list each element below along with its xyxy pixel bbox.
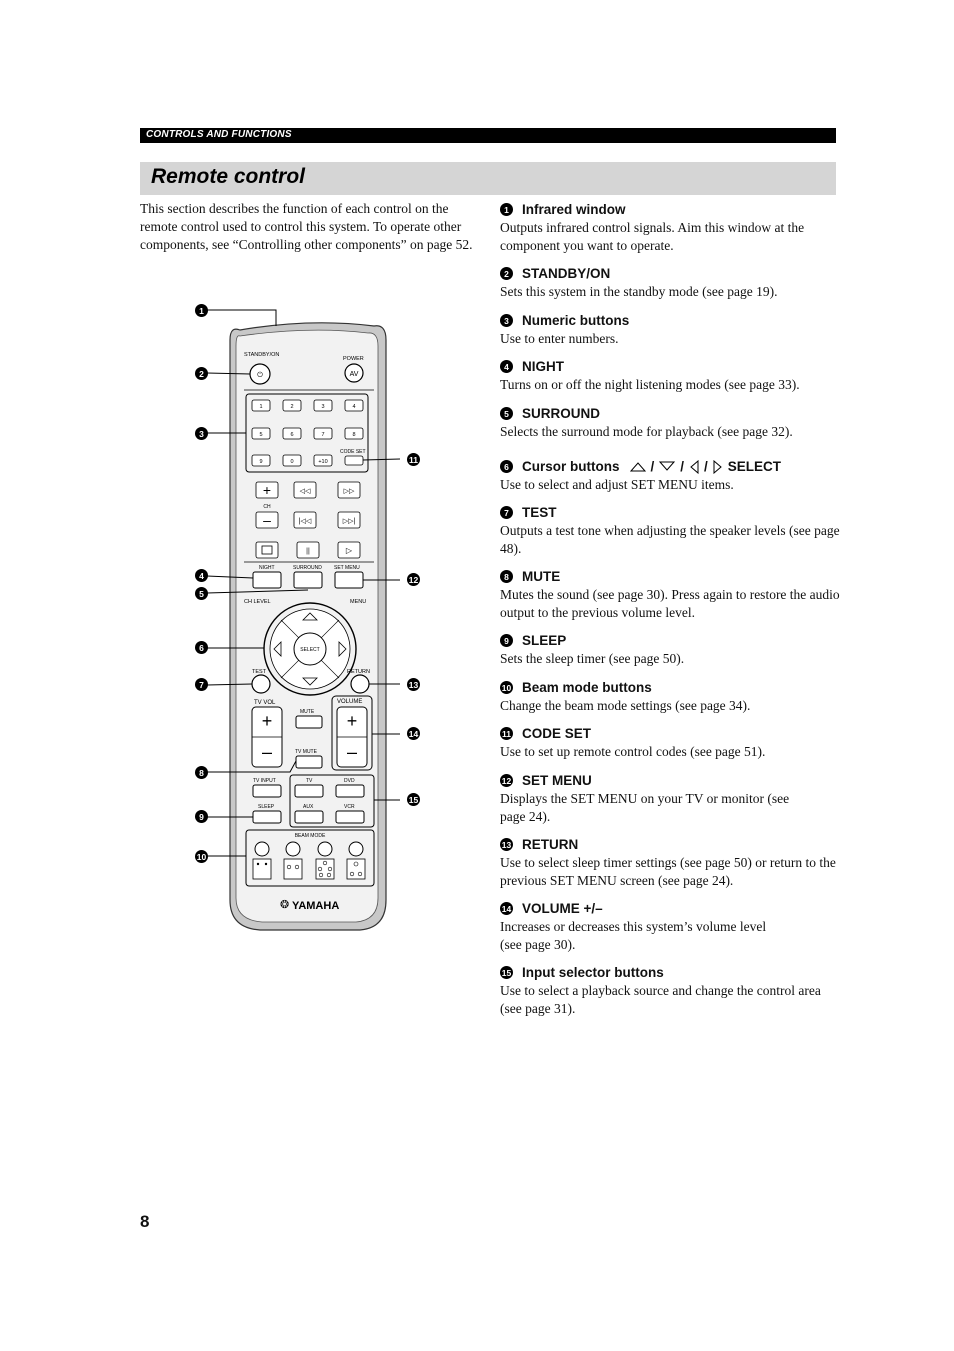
item-description: Use to select a playback source and change the control area (see page 31).: [500, 983, 821, 1016]
numeric-key-label: +10: [318, 459, 328, 465]
item-title: Cursor buttons: [522, 459, 620, 474]
section-header-bar: [140, 128, 836, 143]
sleep-button: [253, 811, 281, 823]
callout-7: 7: [195, 678, 208, 691]
tv-button: [295, 785, 323, 797]
section-header-label: CONTROLS AND FUNCTIONS: [146, 129, 292, 140]
numeric-key-label: 4: [352, 404, 356, 410]
numeric-key-label: 6: [290, 432, 294, 438]
arrow-up-icon: [630, 461, 646, 472]
night-button: [253, 572, 281, 588]
callout-11: 11: [409, 454, 418, 465]
item-description: Increases or decreases this system’s volume level (see page 30).: [500, 919, 767, 952]
cursor-arrow-icons: / / / SELECT: [630, 459, 782, 474]
mute-text: MUTE: [300, 709, 315, 715]
item-title: RETURN: [522, 837, 579, 852]
numeric-key-label: 1: [259, 404, 263, 410]
callout-14: 14: [408, 728, 419, 739]
item-title: Input selector buttons: [522, 965, 664, 980]
numeric-key-label: 3: [321, 404, 325, 410]
callout-13: 13: [408, 679, 419, 690]
item-input-selector-buttons: [500, 963, 840, 1018]
dvd-button: [336, 785, 364, 797]
item-title: Numeric buttons: [522, 313, 630, 328]
item-number: 10: [501, 682, 512, 693]
callout-9: 9: [195, 810, 208, 823]
svg-text:▷▷|: ▷▷|: [342, 518, 356, 525]
item-description: Use to enter numbers.: [500, 331, 619, 346]
set-menu-text: SET MENU: [334, 565, 360, 571]
callout-1: 1: [195, 304, 208, 317]
item-title: SET MENU: [522, 773, 592, 788]
tv-mute-button: [296, 756, 322, 768]
aux-button: [295, 811, 323, 823]
callout-10: 10: [196, 851, 207, 862]
dvd-text: DVD: [344, 778, 355, 784]
item-mute: [500, 567, 840, 622]
arrow-left-icon: [689, 460, 699, 474]
tv-input-text: TV INPUT: [253, 778, 276, 784]
item-description: Sets the sleep timer (see page 50).: [500, 651, 685, 666]
item-description: Turns on or off the night listening modes (see page 33).: [500, 377, 800, 392]
item-return: [500, 835, 840, 890]
aux-text: AUX: [303, 804, 314, 810]
item-title: NIGHT: [522, 359, 564, 374]
item-title: MUTE: [522, 569, 561, 584]
title-bar: [140, 162, 836, 195]
callout-6: 6: [195, 641, 208, 654]
item-number: 3: [500, 314, 513, 327]
item-description: Use to select sleep timer settings (see page 50) or return to the previous SET MENU screen (see page 24).: [500, 855, 836, 888]
callout-2: 2: [195, 367, 208, 380]
arrow-down-icon: [659, 461, 675, 472]
callout-12: 12: [408, 574, 419, 585]
tv-input-button: [253, 785, 281, 797]
svg-text:–: –: [346, 742, 358, 762]
svg-text:+: +: [262, 482, 272, 498]
item-description: Outputs a test tone when adjusting the speaker levels (see page 48).: [500, 523, 840, 556]
item-number: 7: [500, 506, 513, 519]
svg-text:⏻: ⏻: [257, 372, 263, 379]
item-description: Mutes the sound (see page 30). Press again to restore the audio output to the previous volume level.: [500, 587, 840, 620]
menu-text: MENU: [350, 599, 367, 605]
remote-illustration: [190, 300, 430, 940]
svg-text:◁◁: ◁◁: [299, 488, 311, 495]
item-standby-on: [500, 264, 840, 301]
item-number: 1: [500, 203, 513, 216]
numeric-key-label: 8: [352, 432, 356, 438]
item-title: STANDBY/ON: [522, 266, 611, 281]
vcr-text: VCR: [344, 804, 355, 810]
item-number: 9: [500, 634, 513, 647]
ch-level-text: CH LEVEL: [244, 599, 271, 605]
callout-5: 5: [195, 587, 208, 600]
item-description: Selects the surround mode for playback (see page 32).: [500, 424, 793, 439]
item-number: 12: [501, 775, 512, 786]
svg-text:+: +: [346, 711, 358, 731]
tv-text: TV: [306, 778, 313, 784]
intro-paragraph: This section describes the function of each control on the remote control used to control this system. To operate other components, see “Controlling other components” on page 52.: [140, 201, 473, 252]
item-number: 14: [501, 903, 512, 914]
item-test: [500, 503, 840, 558]
test-button: [252, 675, 270, 693]
item-cursor-buttons: [500, 457, 840, 494]
code-set-button: [345, 456, 363, 465]
item-description: Use to select and adjust SET MENU items.: [500, 477, 734, 492]
item-surround: [500, 404, 840, 441]
item-description: Use to set up remote control codes (see page 51).: [500, 744, 766, 759]
beam-mode-text: BEAM MODE: [294, 833, 326, 839]
svg-text:–: –: [261, 742, 273, 762]
item-sleep: [500, 631, 840, 668]
item-title: SLEEP: [522, 633, 567, 648]
vcr-button: [336, 811, 364, 823]
item-infrared-window: [500, 200, 840, 255]
code-set-text: CODE SET: [340, 449, 366, 455]
brand-logo-text: YAMAHA: [292, 900, 340, 912]
numeric-key-label: 9: [259, 459, 263, 465]
night-text: NIGHT: [259, 565, 275, 571]
item-title: VOLUME +/–: [522, 901, 603, 916]
av-text: AV: [349, 371, 359, 378]
item-title: Infrared window: [522, 202, 626, 217]
power-text: POWER: [343, 356, 364, 362]
return-button: [351, 675, 369, 693]
ch-text: CH: [263, 504, 271, 510]
item-code-set: [500, 724, 840, 761]
svg-text:–: –: [263, 512, 271, 528]
item-beam-mode-buttons: [500, 678, 840, 715]
page-number: 8: [140, 1212, 150, 1231]
item-description: Sets this system in the standby mode (see page 19).: [500, 284, 778, 299]
item-number: 6: [500, 460, 513, 473]
svg-text:▷▷: ▷▷: [343, 488, 355, 495]
return-text: RETURN: [347, 669, 370, 675]
item-description: Outputs infrared control signals. Aim this window at the component you want to operate.: [500, 220, 805, 253]
item-night: [500, 357, 840, 394]
surround-text: SURROUND: [293, 565, 322, 571]
numeric-key-label: 0: [290, 459, 294, 465]
item-number: 4: [500, 360, 513, 373]
numeric-key-label: 7: [321, 432, 325, 438]
item-number: 15: [501, 967, 512, 978]
svg-text:▷: ▷: [345, 546, 353, 555]
arrow-right-icon: [713, 460, 723, 474]
mute-button: [296, 716, 322, 728]
item-numeric-buttons: [500, 311, 840, 348]
svg-text:|◁◁: |◁◁: [298, 518, 312, 525]
sleep-text: SLEEP: [258, 804, 275, 810]
item-number: 11: [502, 728, 511, 739]
item-number: 8: [500, 570, 513, 583]
svg-text:+: +: [261, 711, 273, 731]
callout-15: 15: [408, 794, 419, 805]
set-menu-button: [335, 572, 363, 588]
tv-mute-text: TV MUTE: [295, 749, 317, 755]
callout-3: 3: [195, 427, 208, 440]
numeric-key-label: 5: [259, 432, 263, 438]
item-title: Beam mode buttons: [522, 680, 652, 695]
numeric-key-label: 2: [290, 404, 294, 410]
volume-text: VOLUME: [337, 699, 363, 705]
standby-text: STANDBY/ON: [244, 352, 280, 358]
item-title: TEST: [522, 505, 557, 520]
tv-vol-text: TV VOL: [254, 700, 276, 706]
surround-button: [294, 572, 322, 588]
item-number: 5: [500, 407, 513, 420]
item-set-menu: [500, 771, 840, 826]
svg-text:||: ||: [306, 548, 310, 555]
page-title: Remote control: [151, 165, 306, 188]
item-description: Change the beam mode settings (see page 34).: [500, 698, 751, 713]
callout-4: 4: [195, 569, 208, 582]
transport-buttons: [256, 482, 360, 558]
item-description: Displays the SET MENU on your TV or monitor (see page 24).: [500, 791, 790, 824]
callout-8: 8: [195, 766, 208, 779]
item-number: 2: [500, 267, 513, 280]
item-volume: [500, 899, 840, 954]
test-text: TEST: [252, 669, 267, 675]
select-text: SELECT: [300, 647, 320, 653]
item-title: SURROUND: [522, 406, 601, 421]
item-number: 13: [501, 839, 512, 850]
item-title: CODE SET: [522, 726, 592, 741]
remote-control-drawing: [190, 300, 430, 940]
svg-text:❂: ❂: [280, 899, 290, 911]
item-title-suffix: SELECT: [727, 459, 782, 474]
